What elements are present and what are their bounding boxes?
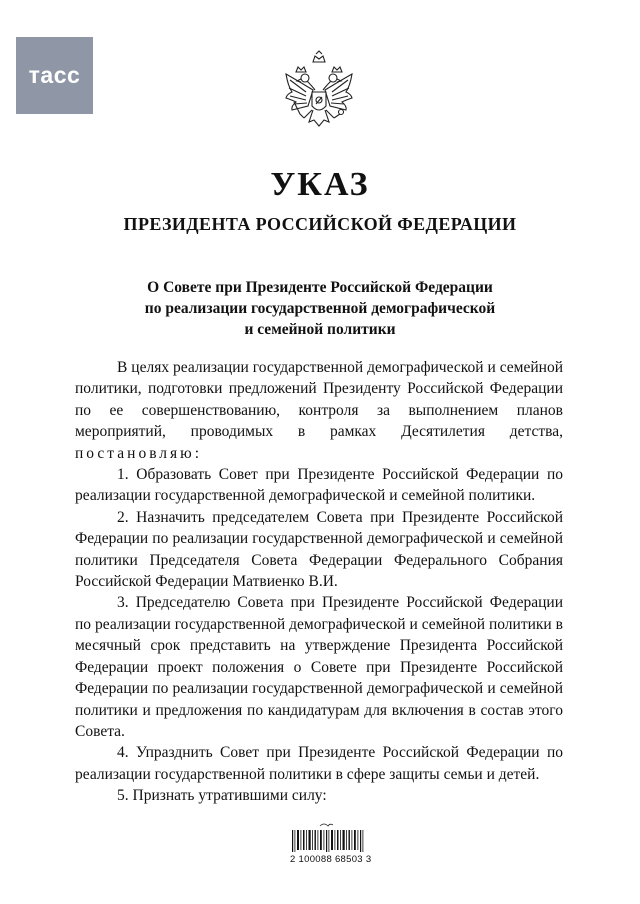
barcode-digits: 2 100088 68503 3 (290, 854, 372, 865)
tass-logo-text: тасс (28, 62, 81, 88)
preamble-paragraph (75, 357, 563, 464)
decree-body (75, 357, 563, 807)
decree-item-5: 5. Признать утратившими силу: (117, 787, 327, 805)
coat-of-arms-icon (278, 48, 360, 148)
heading-line: О Совете при Президенте Российской Федерации (147, 279, 493, 296)
heading-line: по реализации государственной демографической (144, 300, 496, 317)
preamble-text: В целях реализации государственной демографической и семейной политики, подготовки предложений Президенту Российской Федерации по ее совершенствованию, контроля за выполнением планов мероприятий, проводимых в рамках Десятилетия детства, (75, 359, 563, 441)
decree-item-3: 3. Председателю Совета при Президенте Российской Федерации по реализации государственной демографической и семейной политики в месячный срок представить на утверждение Президента Российской Федерации проект положения о Совете при Президенте Российской Федерации по реализации государственной демографической и семейной политики и предложения по кандидатурам для включения в состав этого Совета. (75, 594, 563, 740)
document-title: УКАЗ (270, 166, 370, 203)
barcode-icon (290, 820, 370, 854)
decree-item-4: 4. Упразднить Совет при Президенте Российской Федерации по реализации государственной политики в сфере защиты семьи и детей. (75, 744, 563, 783)
tass-logo (16, 37, 93, 114)
document-subtitle: ПРЕЗИДЕНТА РОССИЙСКОЙ ФЕДЕРАЦИИ (123, 214, 517, 234)
decree-heading (80, 277, 560, 340)
decree-item-2: 2. Назначить председателем Совета при Президенте Российской Федерации по реализации государственной демографической и семейной политики Председателя Совета Федерации Федерального Собрания Российской Федерации Матвиенко В.И. (75, 508, 563, 591)
decree-item-1: 1. Образовать Совет при Президенте Российской Федерации по реализации государственной демографической и семейной политики. (75, 466, 563, 505)
decree-word: постановляю: (75, 444, 203, 462)
barcode (290, 820, 370, 870)
heading-line: и семейной политики (244, 321, 396, 338)
